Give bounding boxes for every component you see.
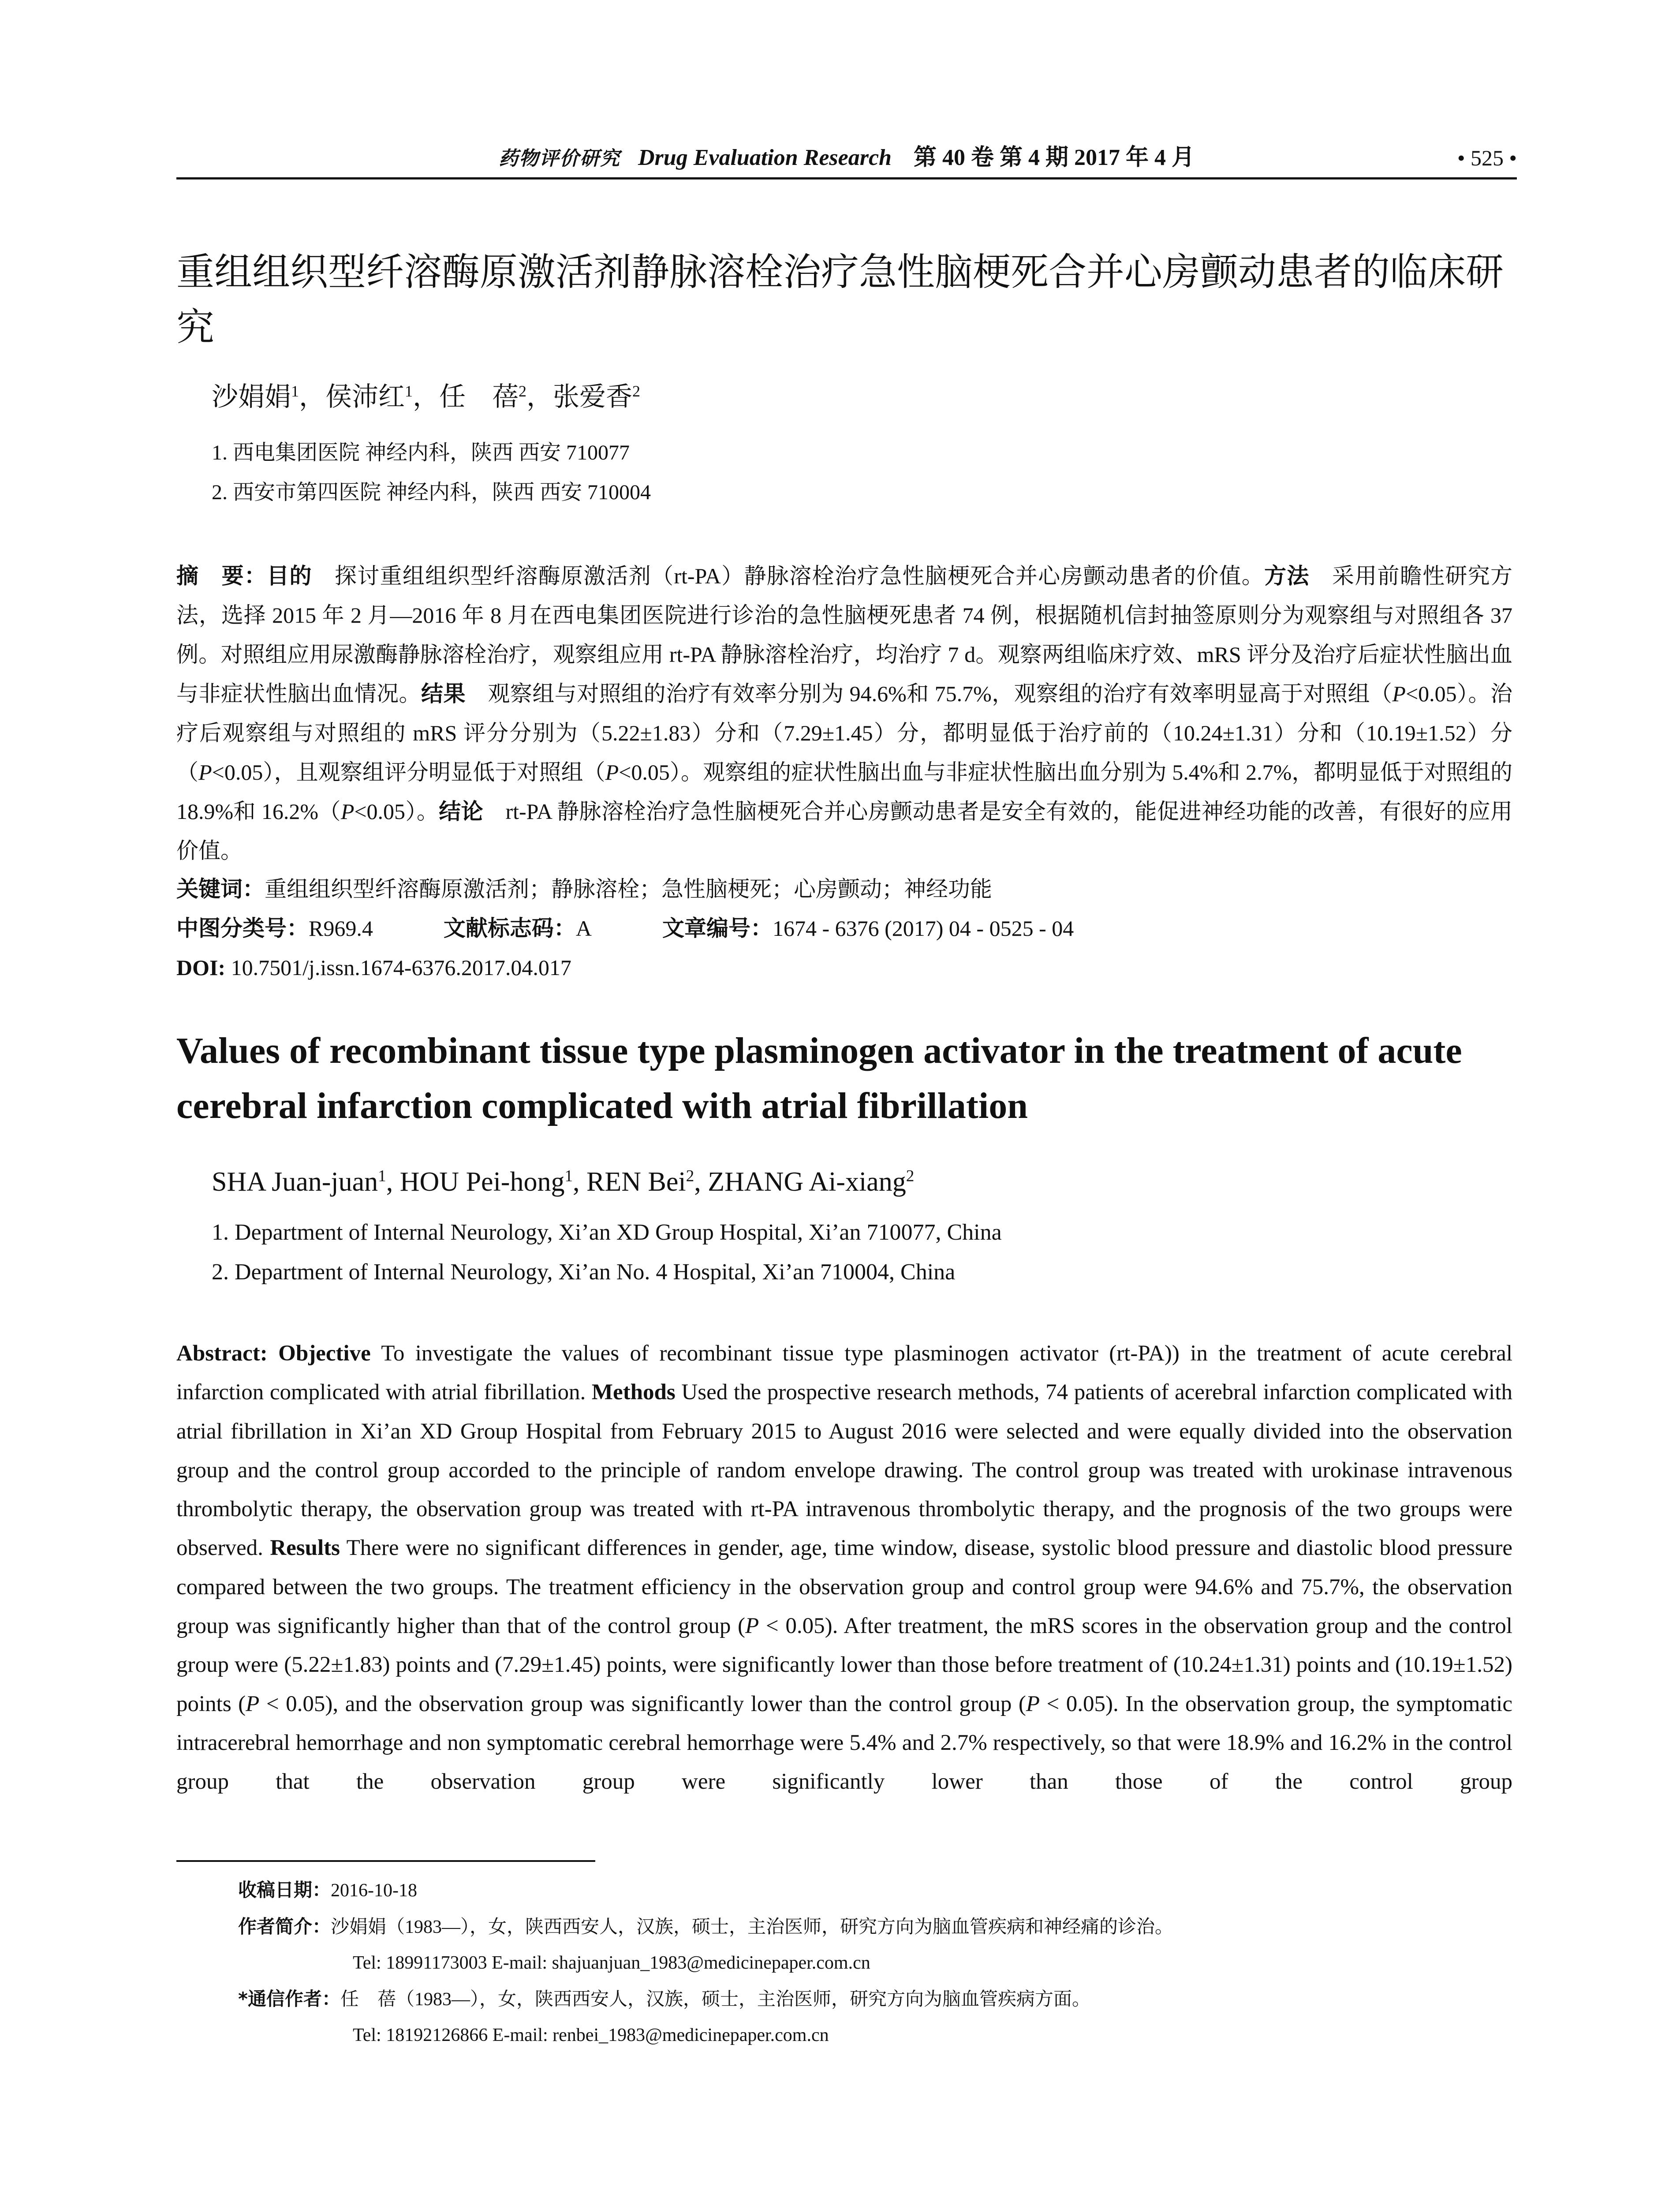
clc-item [176,916,373,941]
p-symbol: P [246,1691,260,1716]
author-cn: 张爱香 [553,382,632,411]
corr-text: 任 蓓（1983—），女，陕西西安人，汉族，硕士，主治医师，研究方向为脑血管疾病方面。 [340,1989,1090,2010]
journal-en-name: Drug Evaluation Research [638,145,892,170]
article-no-item [662,916,1074,941]
abstract-objective-label: Abstract: Objective [176,1341,371,1366]
authors-cn [212,379,640,415]
header-center [176,140,1517,176]
title-cn: 重组组织型纤溶酶原激活剂静脉溶栓治疗急性脑梗死合并心房颤动患者的临床研究 [176,250,1504,349]
affiliation-en-1: 1. Department of Internal Neurology, Xi’an XD Group Hospital, Xi’an 710077, China [212,1220,1002,1245]
volume-issue: 第 40 卷 第 4 期 2017 年 4 月 [913,145,1195,170]
p-symbol: P [605,760,619,785]
author-sup: 2 [906,1167,915,1185]
keywords-label: 关键词： [176,876,265,902]
author-cn: 任 蓓 [439,382,519,411]
received-value: 2016-10-18 [331,1880,417,1901]
author-en: SHA Juan-juan [212,1167,378,1197]
results-text: < 0.05). In the observation group, the symptomatic intracerebral hemorrhage and non symptomatic cerebral hemorrhage were 5.4% and 2.7% respectively, so that were 18.9% and 16.2% in the control group that the observation group were significantly lower than those of the control group [176,1691,1512,1794]
author-sep: , [573,1167,587,1197]
results-text: <0.05），且观察组评分明显低于对照组（ [212,760,605,785]
results-text: There were no significant differences in gender, age, time window, disease, systolic blood pressure and diastolic blood pressure compared between the two groups. The treatment efficiency in the observation group and control group were 94.6% and 75.7%, the observation group was significantly higher than that of the control group ( [176,1536,1512,1639]
methods-text: Used the prospective research methods, 74 patients of acerebral infarction complicated with atrial fibrillation in Xi’an XD Group Hospital from February 2015 to August 2016 were selected and were equally divided into the observation group and the control group accorded to the principle of random envelope drawing. The control group was treated with urokinase intravenous thrombolytic therapy, the observation group was treated with rt-PA intravenous thrombolytic therapy, and the prognosis of the two groups were observed. [176,1380,1512,1561]
p-symbol: P [1392,681,1406,706]
clc-value: R969.4 [309,916,373,941]
results-text: <0.05）。治疗后观察组与对照组的 mRS 评分分别为（5.22±1.83）分和（7.29±1.45）分，都明显低于治疗前的（10.24±1.31）分和（10.19±1.52）分（ [176,681,1512,785]
author-sup: 2 [686,1167,694,1185]
classification-line [176,909,1512,948]
doc-code-value: A [575,916,592,941]
received-label: 收稿日期： [238,1879,331,1901]
journal-cn-logo: 药物评价研究 [499,147,620,170]
methods-label: 方法 [1264,563,1310,589]
results-label: 结果 [421,681,466,706]
p-symbol: P [340,799,355,824]
abstract-en [176,1334,1512,1801]
author-sup: 1 [291,382,299,400]
bio-label: 作者简介： [238,1916,331,1937]
author-en: REN Bei [586,1167,686,1197]
results-text: 观察组与对照组的治疗有效率分别为 94.6%和 75.7%，观察组的治疗有效率明显高于对照组（ [465,681,1393,706]
author-cn: 沙娟娟 [212,382,291,411]
article-no-value: 1674 - 6376 (2017) 04 - 0525 - 04 [772,916,1074,941]
author-sep: , [386,1167,400,1197]
header-rule [176,177,1517,179]
affiliation-en-2: 2. Department of Internal Neurology, Xi’an No. 4 Hospital, Xi’an 710004, China [212,1259,956,1285]
clc-label: 中图分类号： [176,916,309,941]
results-text: < 0.05), and the observation group was significantly lower than the control group ( [259,1691,1026,1716]
results-text: < 0.05). After treatment, the mRS scores in the observation group and the control group were (5.22±1.83) points and (7.29±1.45) points, were significantly lower than those before treatment of (10.24±1.31) points and (10.19±1.52) points ( [176,1614,1512,1716]
affiliation-cn-1: 1. 西电集团医院 神经内科，陕西 西安 710077 [212,441,630,464]
bio-text: 沙娟娟（1983—），女，陕西西安人，汉族，硕士，主治医师，研究方向为脑血管疾病和神经痛的诊治。 [331,1917,1174,1937]
methods-text: 采用前瞻性研究方法，选择 2015 年 2 月—2016 年 8 月在西电集团医院进行诊治的急性脑梗死患者 74 例，根据随机信封抽签原则分为观察组与对照组各 37 例。对照组应用尿激酶静脉溶栓治疗，观察组应用 rt-PA 静脉溶栓治疗，均治疗 7 d。观察两组临床疗效、mRS 评分及治疗后症状性脑出血与非症状性脑出血情况。 [176,564,1512,706]
keywords-cn [176,870,1512,909]
author-sep: ， [526,382,553,411]
p-symbol: P [1026,1691,1040,1716]
footnote-rule [176,1860,595,1862]
page-number: • 525 • [1457,146,1517,170]
conclusion-text: rt-PA 静脉溶栓治疗急性脑梗死合并心房颤动患者是安全有效的，能促进神经功能的改善，有很好的应用价值。 [176,799,1512,863]
abstract-cn [176,557,1512,871]
author-sep: , [694,1167,708,1197]
author-sup: 2 [519,382,526,400]
objective-label: 目的 [267,563,312,589]
doi-label: DOI: [176,955,226,980]
author-en: HOU Pei-hong [399,1167,565,1197]
doi-value: 10.7501/j.issn.1674-6376.2017.04.017 [225,955,571,980]
affiliation-cn-2: 2. 西安市第四医院 神经内科，陕西 西安 710004 [212,481,651,504]
corr-label: *通信作者： [238,1988,340,2010]
p-symbol: P [198,760,212,785]
doc-code-item [444,916,592,941]
author-en: ZHANG Ai-xiang [708,1167,906,1197]
footnotes [238,1872,1517,2053]
authors-en [212,1164,914,1200]
author-sep: ， [413,382,439,411]
running-header [176,140,1517,176]
doi-line [176,948,571,987]
author-sup: 2 [632,382,640,400]
author-sup: 1 [564,1167,573,1185]
keywords-text: 重组组织型纤溶酶原激活剂；静脉溶栓；急性脑梗死；心房颤动；神经功能 [265,877,992,901]
author-sup: 1 [378,1167,386,1185]
results-text: <0.05）。观察组的症状性脑出血与非症状性脑出血分别为 5.4%和 2.7%，都明显低于对照组的 18.9%和 16.2%（ [176,760,1513,824]
abstract-label: 摘 要： [176,563,267,589]
p-symbol: P [745,1614,759,1639]
doc-code-label: 文献标志码： [443,916,576,941]
author-sup: 1 [405,382,413,400]
corr-contact: Tel: 18192126866 E-mail: renbei_1983@medicinepaper.com.cn [353,2025,829,2045]
author-bio [238,1909,1517,1945]
author-cn: 侯沛红 [325,382,405,411]
corresponding-author [238,1981,1517,2018]
results-label: Results [270,1536,340,1561]
conclusion-label: 结论 [439,799,484,824]
article-no-label: 文章编号： [662,916,773,941]
methods-label: Methods [591,1380,676,1405]
author-sep: ， [299,382,325,411]
bio-contact: Tel: 18991173003 E-mail: shajuanjuan_1983@medicinepaper.com.cn [353,1953,870,1973]
objective-text: To investigate the values of recombinant tissue type plasminogen activator (rt-PA)) in the treatment of acute cerebral infarction complicated with atrial fibrillation. [176,1341,1512,1405]
received-date [238,1872,1517,1909]
results-text: <0.05）。 [354,799,439,824]
objective-text: 探讨重组组织型纤溶酶原激活剂（rt-PA）静脉溶栓治疗急性脑梗死合并心房颤动患者的价值。 [312,564,1265,588]
title-en: Values of recombinant tissue type plasminogen activator in the treatment of acute cerebral infarction complicated with atrial fibrillation [176,1030,1462,1126]
